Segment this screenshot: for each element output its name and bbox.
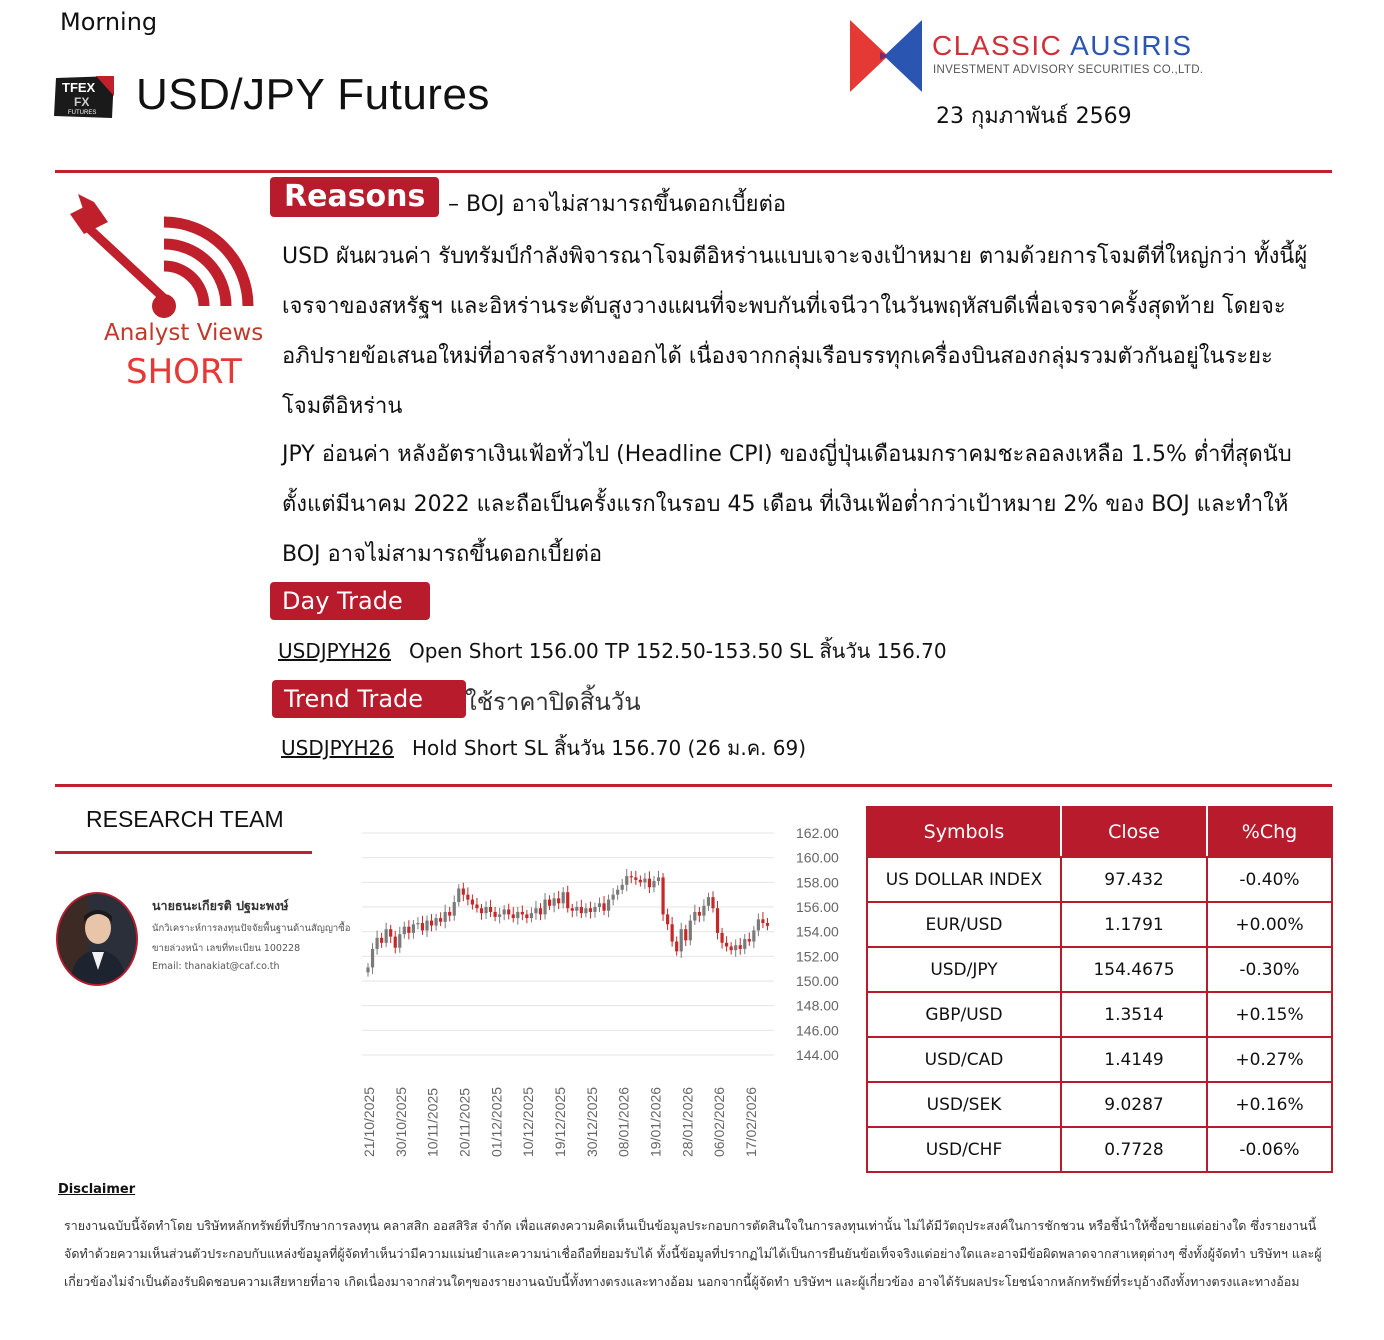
candle-body [494, 912, 497, 917]
y-tick-label: 150.00 [796, 973, 839, 989]
y-tick-label: 158.00 [796, 874, 839, 891]
quote-close: 97.432 [1061, 857, 1207, 902]
x-tick-label: 28/01/2026 [679, 1086, 696, 1157]
reason-paragraph-usd: USD ผันผวนค่า รับทรัมป์กำลังพิจารณาโจมตีอิหร่านแบบเจาะจงเป้าหมาย ตามด้วยการโจมตีที่ใหญ่กว่า ทั้งนี้ผู้เจรจาของสหรัฐฯ และอิหร่านระดับสูงวางแผนที่จะพบกันที่เจนีวาในวันพฤหัสบดีเพื่อเจรจาครั้งสุดท้าย โดยจะอภิปรายข้อเสนอใหม่ที่อาจสร้างทางออกได้ เนื่องจากกลุ่มเรือบรรทุกเครื่องบินสองกลุ่มรวมตัวกันอยู่ในระยะโจมตีอิหร่าน [282, 244, 1308, 419]
candle-body [684, 929, 687, 940]
quote-symbol: GBP/USD [867, 992, 1061, 1037]
candle-body [584, 908, 587, 913]
edition-label: Morning [60, 8, 158, 36]
candle-body [657, 877, 660, 881]
analyst-license: ขายล่วงหน้า เลขที่ทะเบียน 100228 [152, 943, 301, 954]
x-tick-label: 21/10/2025 [361, 1086, 377, 1157]
tfex-logo-text: TFEX [62, 80, 96, 95]
candle-body [752, 930, 755, 941]
reasons-headline: – BOJ อาจไม่สามารถขึ้นดอกเบี้ยต่อ [448, 192, 787, 217]
x-tick-label: 08/01/2026 [615, 1086, 632, 1157]
quote-close: 0.7728 [1061, 1127, 1207, 1172]
candle-body [498, 914, 501, 916]
candle-body [693, 912, 696, 921]
candle-body [548, 900, 551, 906]
quotes-table [866, 806, 1333, 1173]
y-tick-label: 154.00 [796, 923, 839, 940]
research-team-heading: RESEARCH TEAM [86, 806, 284, 832]
quotes-header-row [867, 807, 1332, 857]
candle-body [725, 943, 728, 947]
quote-symbol: US DOLLAR INDEX [867, 857, 1061, 902]
quote-change: -0.06% [1207, 1127, 1332, 1172]
col-chg: %Chg [1207, 807, 1332, 857]
candle-body [412, 924, 415, 933]
candle-body [639, 880, 642, 882]
candle-body [448, 912, 451, 916]
day-trade-badge: Day Trade [270, 582, 430, 620]
candle-body [403, 927, 406, 934]
trend-trade-line [281, 732, 806, 764]
quote-change: +0.15% [1207, 992, 1332, 1037]
report-date: 23 กุมภาพันธ์ 2569 [936, 104, 1132, 129]
candle-body [566, 892, 569, 908]
candle-body [675, 942, 678, 952]
quote-row [867, 902, 1332, 947]
candle-body [475, 905, 478, 909]
company-name: CLASSIC AUSIRIS [932, 30, 1193, 61]
y-tick-label: 160.00 [796, 849, 839, 866]
candle-body [593, 907, 596, 912]
candle-body [385, 929, 388, 943]
quote-row [867, 947, 1332, 992]
candle-body [616, 890, 619, 895]
candle-body [394, 937, 397, 948]
candle-body [720, 933, 723, 943]
trend-trade-detail: Hold Short SL สิ้นวัน 156.70 (26 ม.ค. 69) [411, 736, 807, 760]
company-logo [850, 20, 922, 92]
candle-body [680, 929, 683, 951]
candle-body [516, 912, 519, 918]
quote-change: +0.00% [1207, 902, 1332, 947]
candle-body [534, 908, 537, 913]
page-title: USD/JPY Futures [136, 70, 490, 119]
price-chart [350, 815, 850, 1165]
candle-body [425, 921, 428, 931]
quote-change: -0.40% [1207, 857, 1332, 902]
tfex-logo-fx: FX [74, 95, 90, 109]
quote-close: 1.1791 [1061, 902, 1207, 947]
candle-body [648, 879, 651, 888]
quote-symbol: USD/CHF [867, 1127, 1061, 1172]
candle-body [471, 900, 474, 905]
quote-close: 154.4675 [1061, 947, 1207, 992]
quote-close: 1.3514 [1061, 992, 1207, 1037]
quote-symbol: USD/JPY [867, 947, 1061, 992]
x-tick-label: 06/02/2026 [711, 1086, 728, 1157]
candle-body [503, 909, 506, 914]
quote-symbol: USD/CAD [867, 1037, 1061, 1082]
candle-body [366, 967, 369, 972]
quote-row [867, 992, 1332, 1037]
y-tick-label: 152.00 [796, 948, 839, 965]
y-tick-label: 148.00 [796, 997, 839, 1014]
x-tick-label: 10/12/2025 [520, 1086, 537, 1157]
quote-close: 9.0287 [1061, 1082, 1207, 1127]
candle-body [730, 946, 733, 950]
x-tick-label: 20/11/2025 [456, 1087, 473, 1157]
x-tick-label: 30/10/2025 [392, 1086, 409, 1157]
day-trade-line [278, 635, 947, 667]
candle-body [734, 945, 737, 950]
col-symbols: Symbols [867, 807, 1061, 857]
candle-body [634, 877, 637, 879]
quote-change: -0.30% [1207, 947, 1332, 992]
reasons-badge: Reasons [270, 177, 439, 217]
quote-close: 1.4149 [1061, 1037, 1207, 1082]
quote-row [867, 1082, 1332, 1127]
candle-body [439, 918, 442, 922]
stance-label: SHORT [126, 352, 242, 392]
candle-body [739, 945, 742, 949]
candle-body [748, 939, 751, 941]
candle-body [389, 929, 392, 936]
y-tick-label: 162.00 [796, 825, 839, 841]
disclaimer-text: รายงานฉบับนี้จัดทำโดย บริษัทหลักทรัพย์ที่ปรึกษาการลงทุน คลาสสิก ออสสิริส จำกัด เพื่อแสดงความคิดเห็นเป็นข้อมูลประกอบการตัดสินใจในการลงทุนเท่านั้น ไม่ได้มีวัตถุประสงค์ในการชักชวน หรือชี้นำให้ซื้อขายแต่อย่างใด ซึ่งรายงานนี้ จัดทำด้วยความเห็นส่วนตัวประกอบกับแหล่งข้อมูลที่ผู้จัดทำเห็นว่ามีความแม่นยำและความน่าเชื่อถือที่ยอมรับได้ ทั้งนี้ข้อมูลที่ปรากฏไม่ได้เป็นการยืนยันข้อเท็จจริงแต่อย่างใดและอาจมีข้อผิดพลาดจากสาเหตุต่างๆ ซึ่งทั้งผู้จัดทำ บริษัทฯ และผู้เกี่ยวข้องไม่จำเป็นต้องรับผิดชอบความเสียหายที่อาจ เกิดเนื่องมาจากส่วนใดๆของรายงานฉบับนี้ทั้งทางตรงและทางอ้อม นอกจากนี้ผู้จัดทำ บริษัทฯ และผู้เกี่ยวข้อง อาจได้รับผลประโยชน์จากหลักทรัพย์ที่ระบุอ้างถึงทั้งทางตรงและทางอ้อม [64, 1218, 1322, 1289]
candle-body [462, 889, 465, 895]
trend-trade-note: ใช้ราคาปิดสิ้นวัน [465, 688, 641, 716]
candle-body [466, 895, 469, 900]
candle-body [761, 919, 764, 923]
candle-body [766, 923, 769, 926]
analyst-avatar [56, 892, 138, 986]
candle-body [525, 914, 528, 918]
candle-body [698, 912, 701, 916]
candle-body [689, 921, 692, 941]
quote-row [867, 857, 1332, 902]
candle-body [416, 923, 419, 924]
quote-change: +0.27% [1207, 1037, 1332, 1082]
x-tick-label: 19/12/2025 [552, 1086, 568, 1157]
candle-body [543, 900, 546, 915]
target-icon [64, 192, 264, 322]
x-tick-label: 17/02/2026 [743, 1086, 759, 1157]
candle-body [484, 907, 487, 913]
candle-body [607, 900, 610, 911]
candle-body [407, 927, 410, 933]
candle-body [661, 877, 664, 914]
candle-body [757, 919, 760, 930]
candle-body [589, 908, 592, 912]
day-trade-detail: Open Short 156.00 TP 152.50-153.50 SL สิ้นวัน 156.70 [408, 639, 947, 663]
candle-body [707, 897, 710, 906]
candle-body [457, 889, 460, 903]
candle-body [562, 892, 565, 903]
candle-body [512, 914, 515, 918]
candle-body [371, 949, 374, 968]
middle-divider [55, 784, 1332, 787]
candle-body [711, 897, 714, 908]
analyst-views-label: Analyst Views [104, 320, 264, 346]
trend-trade-symbol: USDJPYH26 [281, 736, 394, 760]
tfex-logo-futures: FUTURES [68, 110, 97, 116]
col-close: Close [1061, 807, 1207, 857]
quote-row [867, 1127, 1332, 1172]
candle-body [598, 903, 601, 907]
analyst-email: Email: thanakiat@caf.co.th [152, 961, 280, 972]
candle-body [530, 913, 533, 918]
candle-body [553, 898, 556, 905]
candle-body [571, 908, 574, 910]
company-subtitle: INVESTMENT ADVISORY SECURITIES CO.,LTD. [933, 64, 1204, 76]
candle-body [666, 914, 669, 924]
candle-body [507, 909, 510, 914]
analyst-title: นักวิเคราะห์การลงทุนปัจจัยพื้นฐานด้านสัญญาซื้อ [152, 923, 351, 934]
candle-body [480, 908, 483, 913]
research-underline [55, 851, 312, 854]
x-tick-label: 30/12/2025 [583, 1086, 600, 1157]
x-tick-label: 10/11/2025 [424, 1087, 441, 1157]
candle-body [575, 907, 578, 911]
candle-body [453, 902, 456, 916]
candle-body [557, 898, 560, 903]
analyst-name: นายธนะเกียรติ ปฐมะพงษ์ [152, 898, 289, 913]
quote-symbol: USD/SEK [867, 1082, 1061, 1127]
tfex-logo [52, 74, 118, 120]
disclaimer-title: Disclaimer [58, 1182, 136, 1197]
y-tick-label: 144.00 [796, 1047, 839, 1063]
candle-body [621, 885, 624, 890]
candle-body [539, 908, 542, 914]
candle-body [580, 907, 583, 913]
candle-body [398, 934, 401, 948]
candle-body [743, 939, 746, 949]
quote-symbol: EUR/USD [867, 902, 1061, 947]
top-divider [55, 170, 1332, 173]
trend-trade-badge: Trend Trade [272, 680, 466, 718]
candle-body [430, 921, 433, 926]
candle-body [521, 912, 524, 914]
x-tick-label: 19/01/2026 [647, 1086, 664, 1157]
candle-body [643, 879, 646, 883]
candle-body [602, 903, 605, 910]
candle-body [702, 906, 705, 916]
candle-body [652, 881, 655, 887]
quote-change: +0.16% [1207, 1082, 1332, 1127]
quote-row [867, 1037, 1332, 1082]
candle-body [612, 895, 615, 900]
candle-body [380, 938, 383, 943]
candle-body [716, 908, 719, 933]
candle-body [434, 918, 437, 925]
x-tick-label: 01/12/2025 [488, 1086, 505, 1157]
candle-body [489, 907, 492, 912]
candle-body [671, 924, 674, 941]
day-trade-symbol: USDJPYH26 [278, 639, 391, 663]
candle-body [630, 876, 633, 877]
candle-body [375, 938, 378, 949]
y-tick-label: 146.00 [796, 1022, 839, 1039]
candle-body [625, 876, 628, 885]
candle-body [444, 912, 447, 922]
reason-paragraph-jpy: JPY อ่อนค่า หลังอัตราเงินเฟ้อทั่วไป (Headline CPI) ของญี่ปุ่นเดือนมกราคมชะลอลงเหลือ 1.5% ต่ำที่สุดนับตั้งแต่มีนาคม 2022 และถือเป็นครั้งแรกในรอบ 45 เดือน ที่เงินเฟ้อต่ำกว่าเป้าหมาย 2% ของ BOJ และทำให้ BOJ อาจไม่สามารถขึ้นดอกเบี้ยต่อ [282, 442, 1292, 567]
candle-body [421, 923, 424, 930]
y-tick-label: 156.00 [796, 899, 839, 915]
